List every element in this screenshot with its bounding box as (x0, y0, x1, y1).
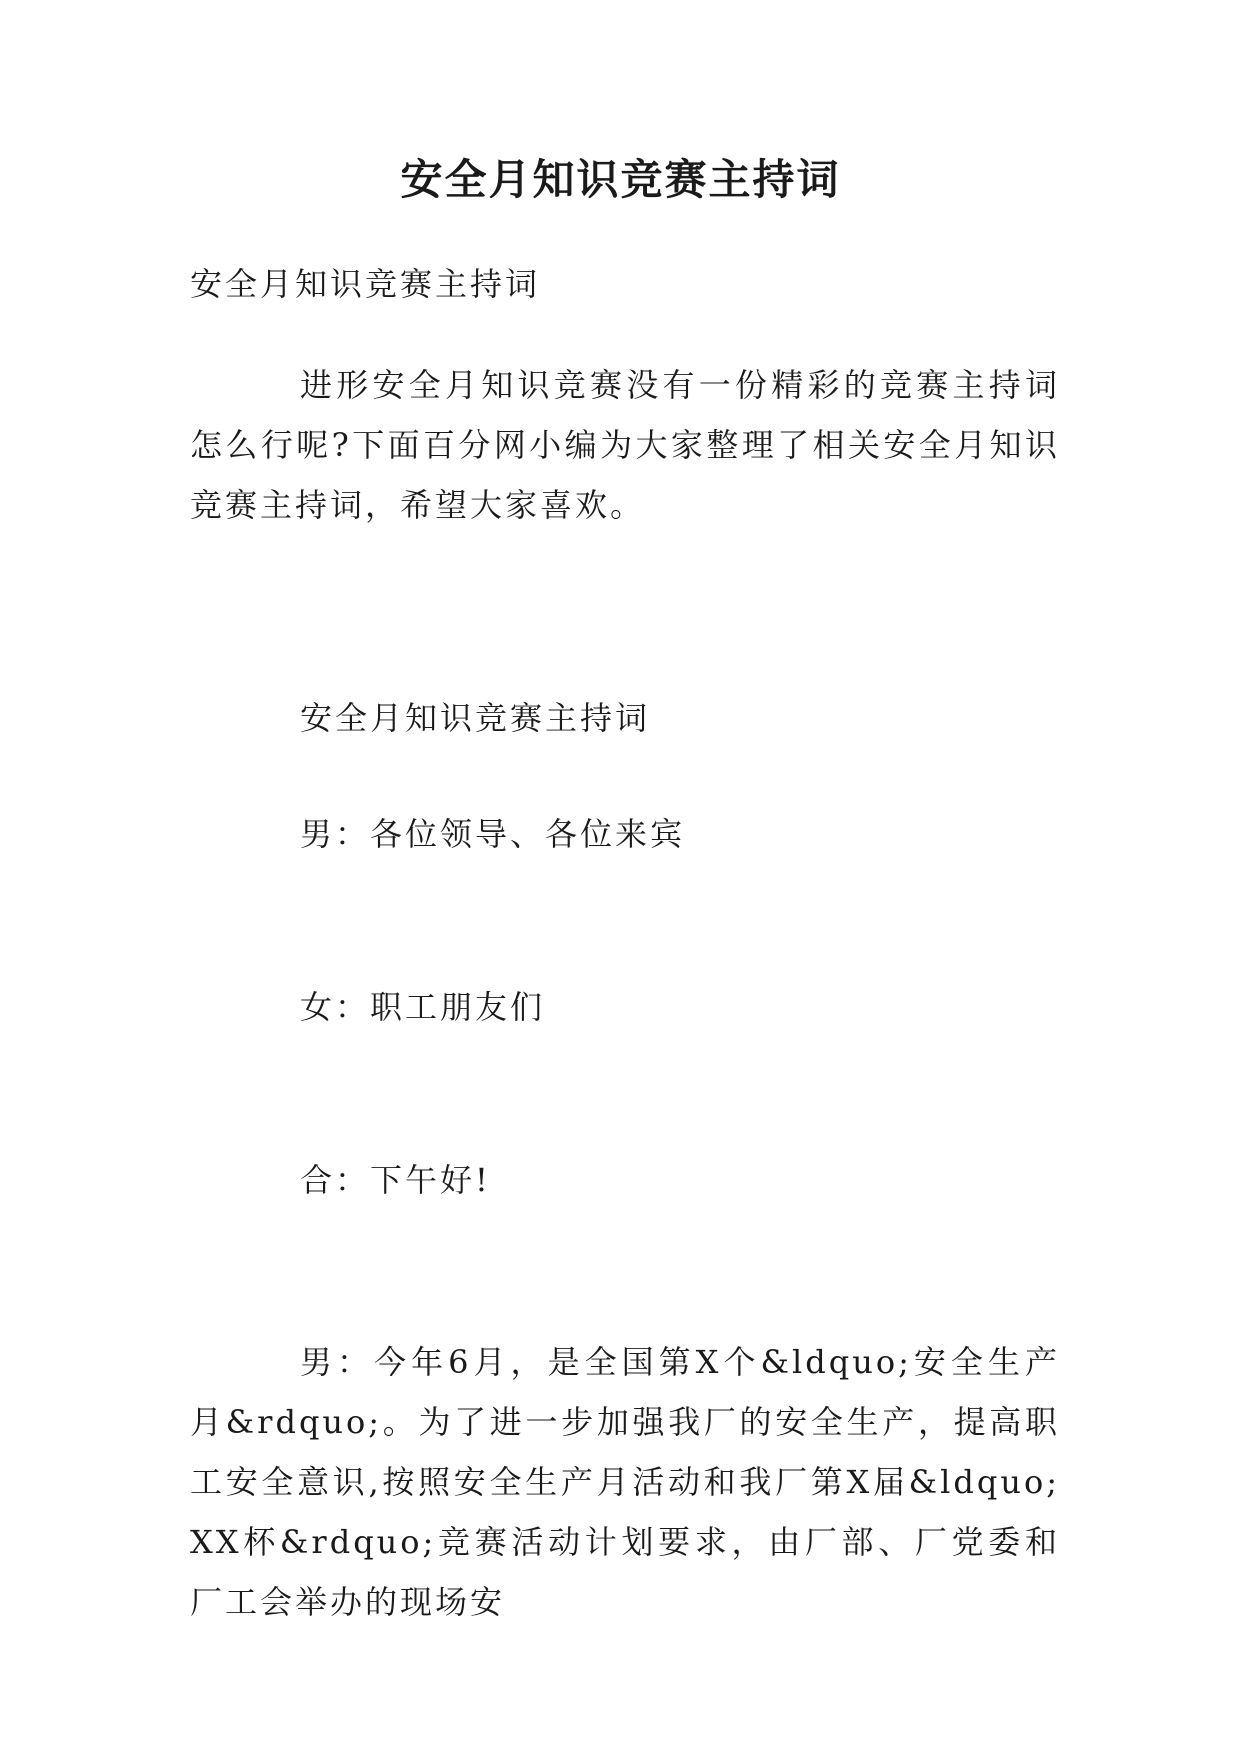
dialogue-line: 合：下午好! (300, 1161, 491, 1199)
document-subtitle: 安全月知识竞赛主持词 (190, 265, 541, 303)
dialogue-line: 女：职工朋友们 (300, 988, 546, 1026)
section-heading: 安全月知识竞赛主持词 (300, 699, 651, 737)
dialogue-line: 男：各位领导、各位来宾 (300, 815, 686, 853)
closing-paragraph: 男：今年6月，是全国第X个&ldquo;安全生产月&rdquo;。为了进一步加强我厂的安全生产，提高职工安全意识,按照安全生产月活动和我厂第X届&ldquo;XX杯&rdquo;竞赛活动计划要求，由厂部、厂党委和厂工会举办的现场安 (190, 1343, 1060, 1621)
document-title: 安全月知识竞赛主持词 (400, 155, 841, 204)
intro-paragraph: 进形安全月知识竞赛没有一份精彩的竞赛主持词怎么行呢?下面百分网小编为大家整理了相关安全月知识竞赛主持词，希望大家喜欢。 (190, 366, 1060, 524)
